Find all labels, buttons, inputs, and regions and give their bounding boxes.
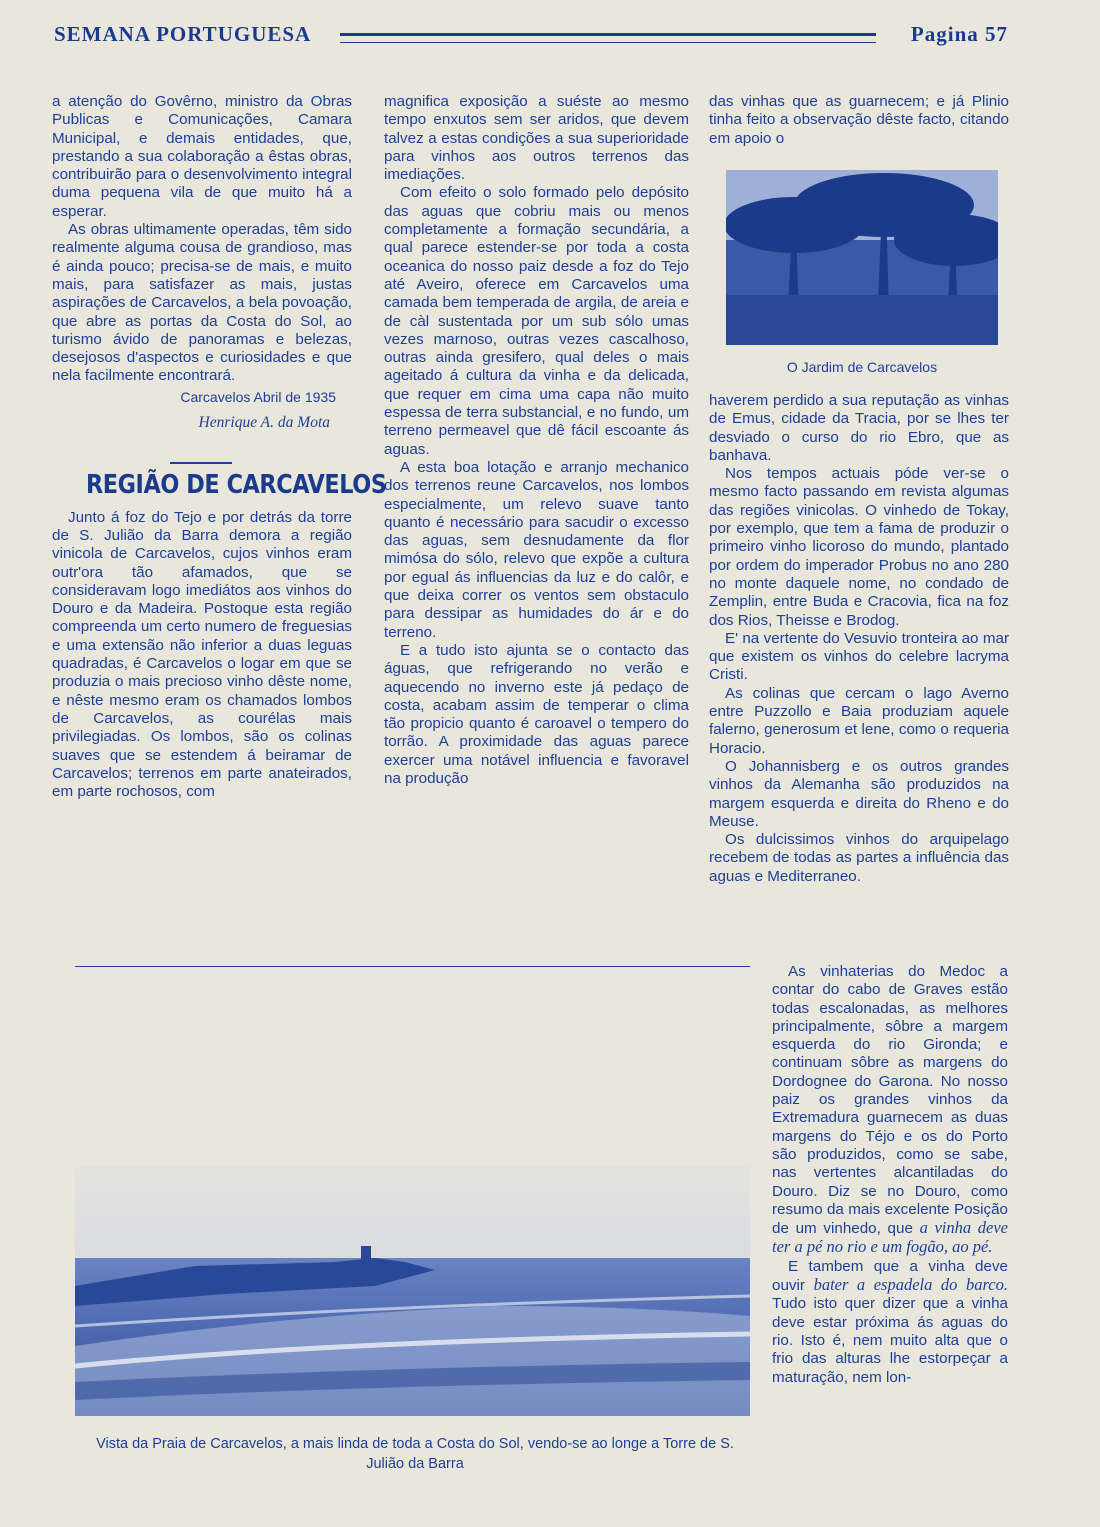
paragraph: das vinhas que as guarnecem; e já Plinio tinha feito a observação dêste facto, citando em apoio o [709,93,1009,147]
paragraph: Junto á foz do Tejo e por detrás da torre de S. Julião da Barra demora a região vinicola de Carcavelos, cujos vinhos eram outr'ora tão afamados, que se consideravam logo imediátos aos vinhos do Douro e da Madeira. Postoque esta região compreenda um certo numero de freguesias e uma extensão não inferior a duas leguas quadradas, é Carcavelos o logar em que se produzia o mais precioso vinho dêste nome, e nêste mesmo eram os chamados lombos de Carcavelos, as courélas mais privilegiadas. Os lombos, são os colinas suaves que se estendem á beiramar de Carcavelos; terrenos em parte anateirados, em parte rochosos, com [52,508,352,801]
paragraph: Nos tempos actuais póde ver-se o mesmo facto passando em revista algumas das regiões vinicolas. O vinhedo de Tokay, por exemplo, que tem a fama de produzir o primeiro vinho licoroso do mundo, plantado por ordem do imperador Probus no ano 280 no monte daquele nome, no condado de Zemplin, entre Buda e Cracovia, fica na foz dos Rios, Theisse e Brodog. [709,465,1009,629]
paragraph [772,1258,1008,1387]
header-rule [340,33,876,43]
garden-caption: O Jardim de Carcavelos [786,359,938,375]
page-number: Pagina 57 [910,22,1008,46]
paragraph-text: E tambem que a vinha deve ouvir [772,1257,1008,1295]
publication-title: SEMANA PORTUGUESA [54,22,312,46]
garden-photo [726,170,998,345]
column-3-middle [709,392,1009,886]
column-2 [384,93,689,788]
beach-photo [75,1166,750,1416]
paragraph: E' na vertente do Vesuvio tronteira ao mar que existem os vinhos do celebre lacryma Cristi. [709,629,1009,684]
column-1 [52,93,387,801]
paragraph: magnifica exposição a suéste ao mesmo tempo enxutos sem ser aridos, que devem talvez a estas condições a sua superioridade para vinhos aos outros terrenos das imediações. [384,93,689,184]
paragraph: As obras ultimamente operadas, têm sido realmente alguma cousa de grandioso, mas é ainda pouco; precisa-se de mais, e muito mais, para satisfazer as mais, justas aspirações de Carcavelos, a bela povoação, que abre as portas da Costa do Sol, ao turismo ávido de panoramas e belezas, desejosos d'aspectos e curiosidades e que nela facilmente encontrará. [52,221,352,385]
paragraph: A esta boa lotação e arranjo mechanico dos terrenos reune Carcavelos, nos lombos especialmente, um relevo suave tanto quanto é necessário para sacudir o excesso das aguas, sem desnudamente da flor mimósa do sólo, relevo que expõe a cultura por egual ás influencias da luz e do calôr, e que deixa correr os ventos sem obstaculo para dessipar as humidades do ár e do terreno. [384,458,689,641]
column-3-top [709,93,1009,148]
paragraph: E a tudo isto ajunta se o contacto das águas, que refrigerando no verão e aquecendo no inverno este já pedaço de costa, acabam assim de temperar o clima tão propicio quanto é caroavel o tempero do torrão. A proximidade das aguas parece exercer uma notável influencia e favoravel na produção [384,641,689,787]
paragraph-text: Tudo isto quer dizer que a vinha deve estar próxima ás aguas do rio. Isto é, nem muito alta que o frio das alturas lhe estorpeçar a maturação, nem lon- [772,1295,1008,1386]
title-divider [170,462,232,464]
page-header [54,22,1008,52]
section-title: REGIÃO DE CARCAVELOS [86,470,387,501]
beach-caption: Vista da Praia de Carcavelos, a mais linda de toda a Costa do Sol, vendo-se ao longe a Torre de S. Julião da Barra [96,1436,734,1472]
dateline: Carcavelos Abril de 1935 [180,388,336,405]
paragraph: Os dulcissimos vinhos do arquipelago recebem de todas as partes a influência das aguas e Mediterraneo. [709,831,1009,885]
paragraph [772,963,1008,1258]
paragraph: Com efeito o solo formado pelo depósito das aguas que cobriu mais ou menos completamente a formação secundária, a qual parece estender-se por toda a costa oceanica do nosso paiz desde a foz do Tejo até Aveiro, oferece em Carcavelos uma camada bem temperada de argila, de areia e de càl sustentada por um sub sólo umas vezes marnoso, outras vezes cascalhoso, outras ainda gresifero, qual deles o mais ageitado á cultura da vinha e da delicada, que requer em cima uma capa não muito espessa de terra substancial, e no fundo, um terreno permeavel que dê fácil escoante ás aguas. [384,184,689,458]
paragraph-text: As vinhaterias do Medoc a contar do cabo de Graves estão todas escalonadas, as melhores principalmente, sôbre a margem esquerda do rio Gironda; e continuam sôbre as margens do Dordognee do Garona. No nosso paiz os grandes vinhos da Extremadura guarnecem as duas margens do Téjo e os do Porto são produzidos, como se sabe, nas vertentes alcantiladas do Douro. Diz se no Douro, como resumo da mais excelente Posição de um vinhedo, que [772,963,1008,1238]
paragraph: As colinas que cercam o lago Averno entre Puzzollo e Baia produziam aquele falerno, generosum et lene, como o requeria Horacio. [709,684,1009,757]
paragraph: O Johannisberg e os outros grandes vinhos da Alemanha são produzidos na margem esquerda e direita do Rheno e do Meuse. [709,757,1009,830]
paragraph: a atenção do Govêrno, ministro da Obras Publicas e Comunicações, Camara Municipal, e demais entidades, que, prestando a sua colaboração a êstas obras, contribuirão para o desenvolvimento integral duma pequena vila de que muito há a esperar. [52,93,352,220]
quote: bater a espadela do barco. [813,1275,1008,1295]
column-3-bottom [772,963,1008,1387]
author-signature: Henrique A. da Mota [198,414,330,432]
paragraph: haverem perdido a sua reputação as vinhas de Emus, cidade da Tracia, por se lhes ter desviado o curso do rio Ebro, que as banhava. [709,392,1009,464]
quote: a vinha deve ter a pé no rio e um fogão, ao pé. [772,1218,1008,1257]
